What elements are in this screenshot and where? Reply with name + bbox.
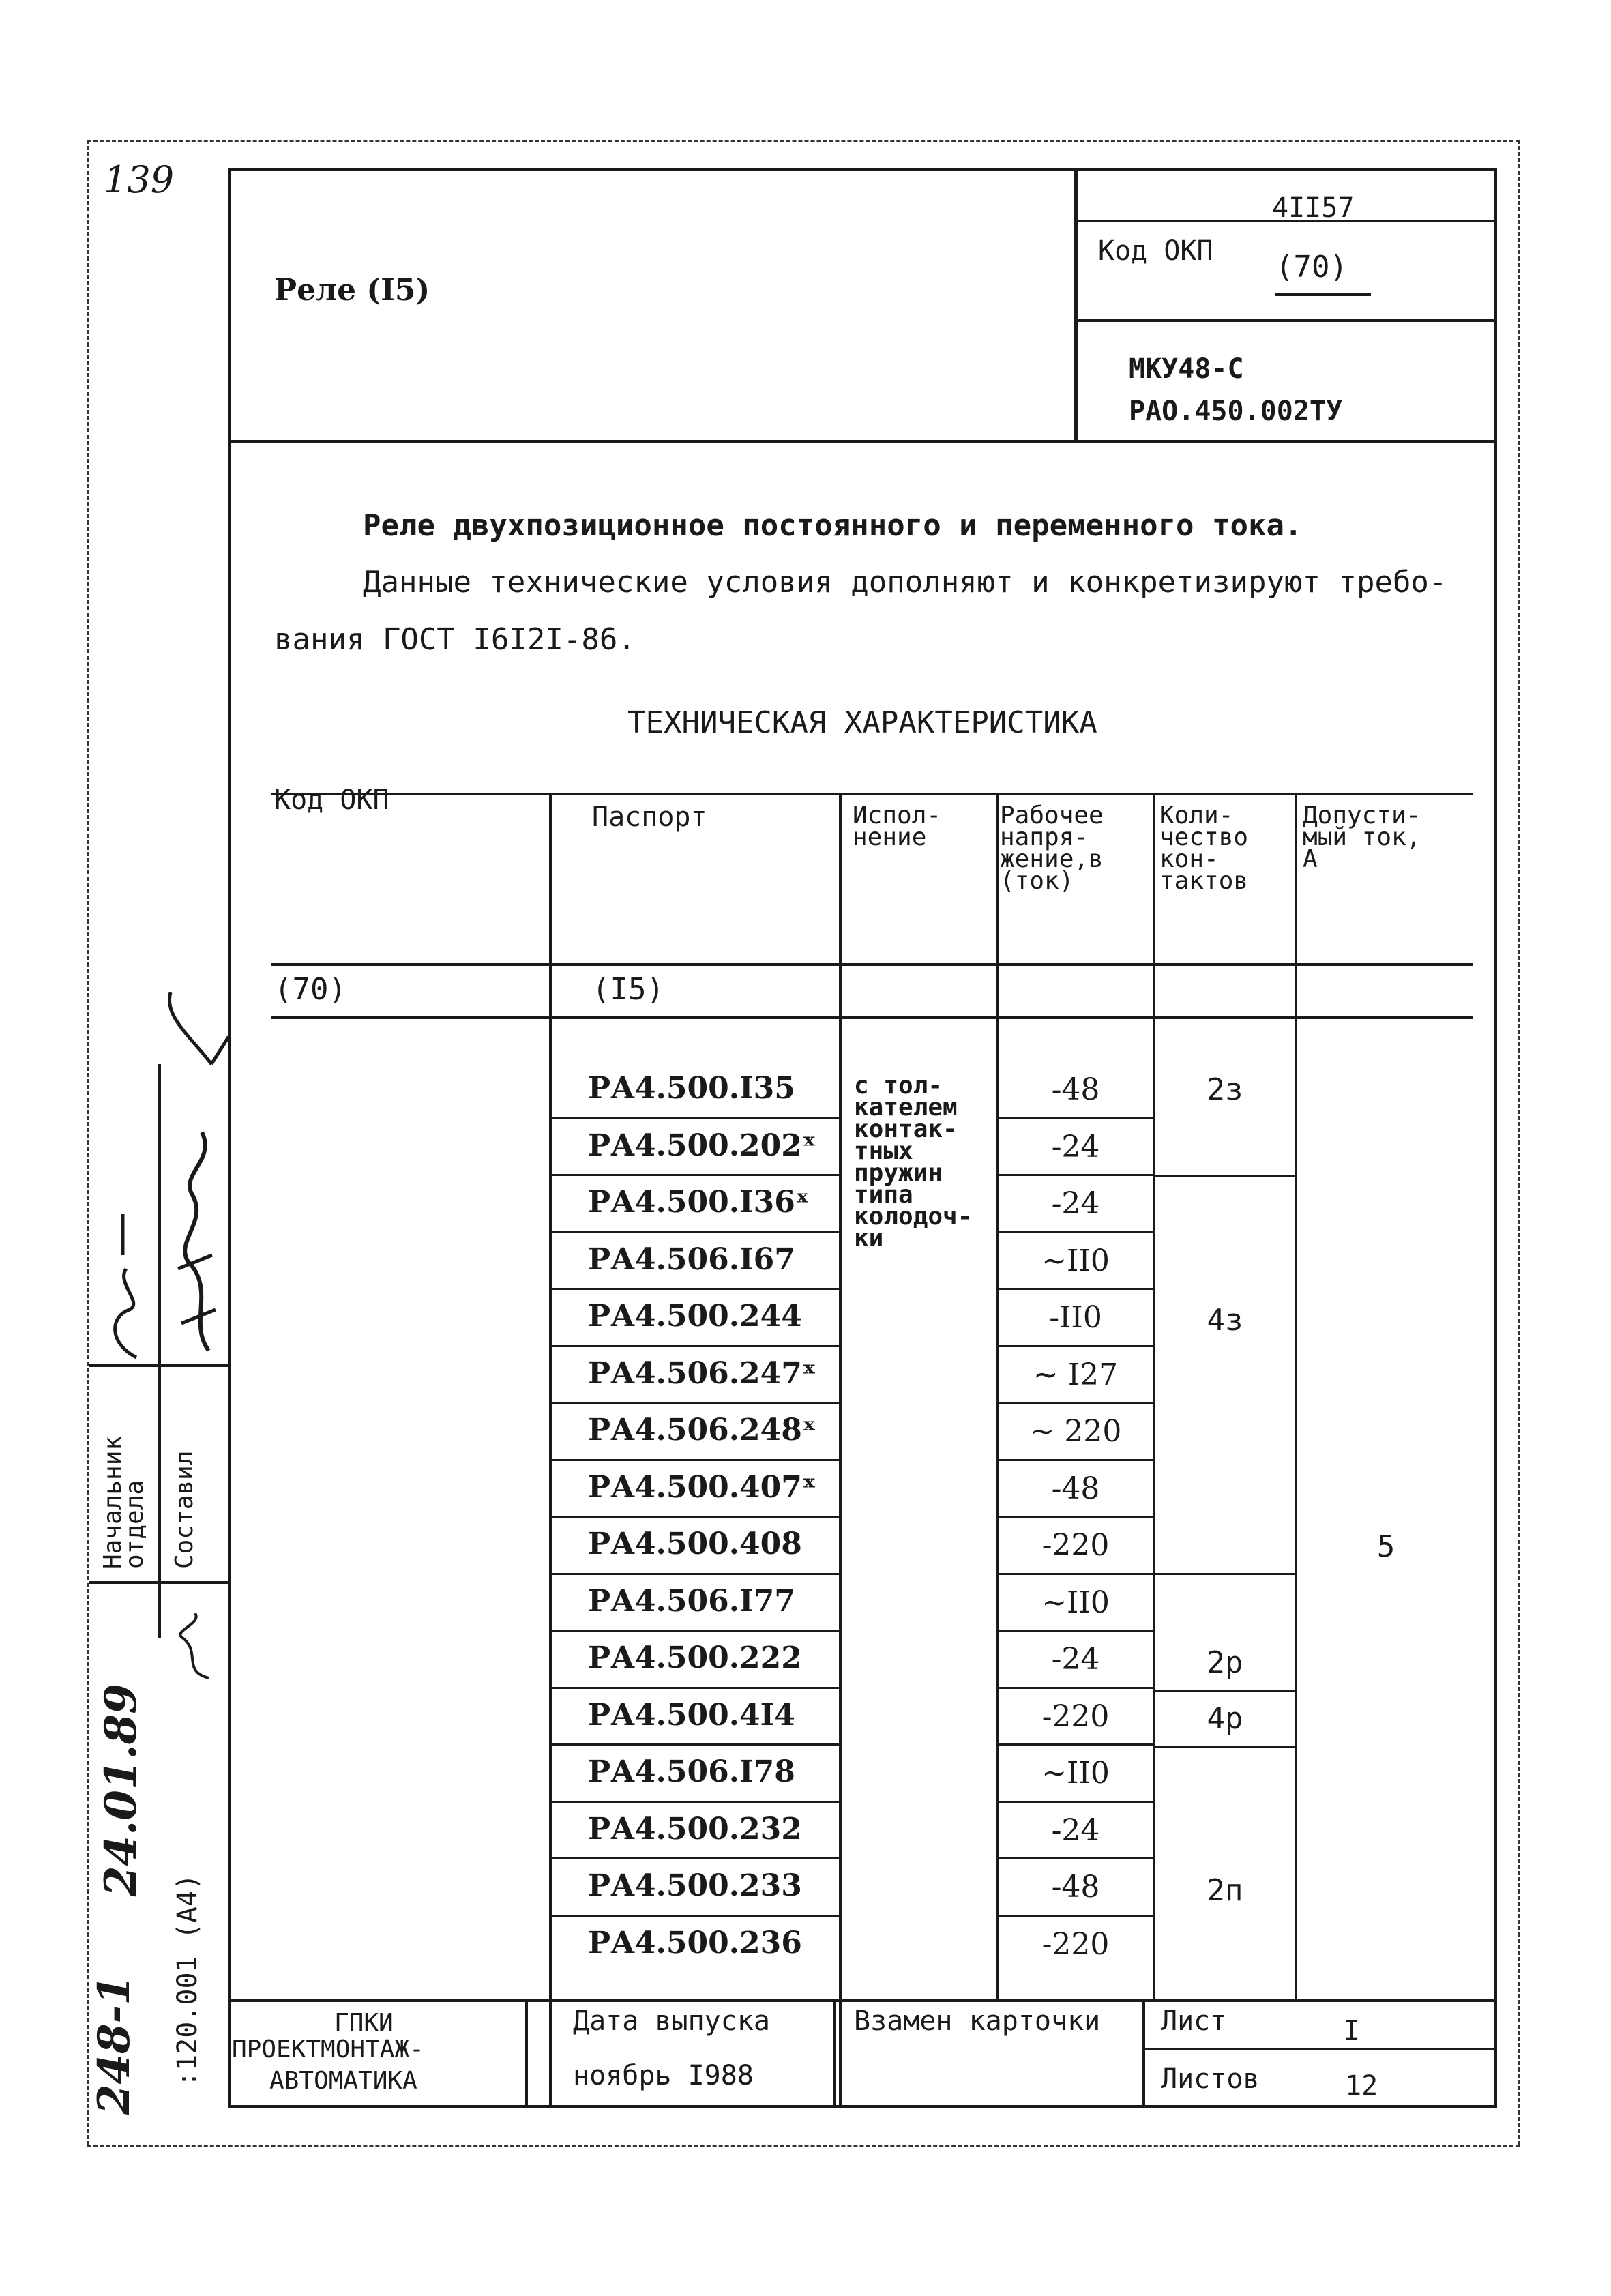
passport-cell: РА4.500.I35 [588, 1071, 795, 1106]
col-divider-5 [1295, 793, 1297, 2000]
voltage-cell: -24 [1051, 1813, 1100, 1848]
tu-code-2: РАО.450.002ТУ [1129, 396, 1343, 427]
org-line-2: ПРОЕКТМОНТАЖ- [232, 2035, 424, 2063]
voltage-cell: -24 [1051, 1130, 1100, 1164]
frame-right [1494, 168, 1497, 2108]
head-of-department-label: Начальник отдела [99, 1435, 149, 1569]
passport-cell: РА4.500.244 [588, 1299, 802, 1334]
passport-cell: РА4.500.232 [588, 1812, 802, 1846]
intro-line-2: Данные технические условия дополняют и конкретизируют требо- [363, 565, 1447, 600]
footer-sheet-line [1142, 2048, 1496, 2050]
row-separator [549, 1687, 842, 1689]
margin-check-mark [164, 989, 232, 1071]
passport-cell: РА4.500.4I4 [588, 1698, 795, 1733]
col-divider-2 [839, 793, 842, 2106]
voltage-cell: -24 [1051, 1186, 1100, 1221]
row-separator [549, 1915, 842, 1917]
col-divider-4 [1153, 793, 1155, 2000]
header-contacts: Коли- чество кон- тактов [1159, 801, 1249, 895]
row-separator [549, 1174, 842, 1176]
signature-bottom [168, 1610, 222, 1685]
voltage-cell: ~II0 [1041, 1243, 1110, 1278]
contacts-4z: 4з [1207, 1303, 1243, 1338]
contacts-sep-4 [1153, 1746, 1296, 1748]
voltage-cell: ~II0 [1041, 1756, 1110, 1791]
contacts-2p: 2п [1207, 1873, 1243, 1908]
code-row-okp: (70) [274, 972, 346, 1007]
voltage-cell: -48 [1051, 1870, 1100, 1904]
left-dashed-border [87, 140, 89, 2145]
header-code: Код ОКП [274, 784, 389, 816]
footer-divider-1 [525, 1999, 528, 2106]
voltage-cell: -220 [1041, 1927, 1110, 1962]
format-text: :120.001 (А4) [172, 1873, 203, 2087]
footer-top-line [228, 1999, 1496, 2002]
code-row-passport: (I5) [592, 972, 664, 1007]
row-separator-voltage [996, 1743, 1155, 1746]
header-voltage: Рабочее напря- жение,в (ток) [1000, 801, 1104, 895]
table-header-bottom-line [271, 963, 1473, 966]
sheet-label: Лист [1161, 2005, 1227, 2037]
right-dashed-border [1518, 140, 1520, 2145]
voltage-cell: -220 [1041, 1699, 1110, 1734]
page-number: 139 [104, 158, 175, 201]
sheets-value: 12 [1345, 2070, 1378, 2102]
card-number: 4II57 [1272, 192, 1355, 224]
header-passport: Паспорт [592, 801, 707, 833]
voltage-cell: ~ I27 [1033, 1357, 1119, 1392]
passport-cell: РА4.500.202ˣ [588, 1128, 816, 1163]
row-separator [549, 1402, 842, 1404]
contacts-sep-2 [1153, 1573, 1296, 1575]
org-line-3: АВТОМАТИКА [269, 2067, 417, 2095]
passport-cell: РА4.500.407ˣ [588, 1470, 816, 1505]
bottom-dashed-border [87, 2145, 1520, 2147]
row-separator [549, 1117, 842, 1119]
row-separator-voltage [996, 1516, 1155, 1518]
voltage-cell: -24 [1051, 1642, 1100, 1677]
sheet-value: I [1344, 2016, 1361, 2047]
row-separator-voltage [996, 1687, 1155, 1689]
intro-line-3: вания ГОСТ I6I2I-86. [274, 622, 636, 657]
contacts-4r: 4р [1207, 1701, 1243, 1736]
contacts-2r: 2р [1207, 1645, 1243, 1680]
okp-label: Код ОКП [1098, 235, 1213, 267]
tu-code-1: МКУ48-С [1129, 353, 1244, 385]
frame-top [228, 168, 1496, 171]
passport-cell: РА4.506.I67 [588, 1242, 795, 1277]
top-dashed-border [87, 140, 1520, 142]
okp-value: (70) [1275, 250, 1348, 284]
org-line-1: ГПКИ [334, 2009, 394, 2037]
voltage-cell: -48 [1051, 1072, 1100, 1107]
frame-bottom [228, 2105, 1496, 2108]
row-separator [549, 1345, 842, 1347]
header-bottom-line [228, 440, 1496, 443]
row-separator-voltage [996, 1402, 1155, 1404]
contacts-2z: 2з [1207, 1072, 1243, 1107]
release-value: ноябрь I988 [573, 2060, 754, 2091]
side-strip-divider-2 [158, 1584, 161, 1638]
passport-cell: РА4.500.222 [588, 1640, 802, 1675]
row-separator [549, 1516, 842, 1518]
handwritten-date: 24.01.89 [95, 1683, 147, 1896]
row-separator-voltage [996, 1231, 1155, 1233]
passport-cell: РА4.500.I36ˣ [588, 1185, 810, 1220]
signature-author [161, 1119, 226, 1364]
row-separator-voltage [996, 1288, 1155, 1290]
table-top-line [271, 793, 1473, 795]
header-execution: Испол- нение [853, 801, 942, 851]
voltage-cell: ~II0 [1041, 1585, 1110, 1620]
header-okp-line [1076, 319, 1494, 322]
row-separator [549, 1630, 842, 1632]
header-divider [1074, 168, 1078, 442]
intro-line-1: Реле двухпозиционное постоянного и переменного тока. [363, 508, 1303, 543]
replace-label: Взамен карточки [854, 2005, 1101, 2037]
row-separator [549, 1743, 842, 1746]
row-separator-voltage [996, 1174, 1155, 1176]
voltage-cell: ~ 220 [1029, 1414, 1122, 1449]
passport-cell: РА4.506.248ˣ [588, 1413, 816, 1447]
row-separator [549, 1857, 842, 1859]
handwritten-ref: 248-1 [89, 1975, 140, 2115]
passport-cell: РА4.500.233 [588, 1868, 802, 1903]
voltage-cell: -220 [1041, 1528, 1110, 1563]
release-label: Дата выпуска [573, 2005, 770, 2037]
relay-title: Реле (I5) [274, 273, 430, 308]
row-separator-voltage [996, 1630, 1155, 1632]
row-separator-voltage [996, 1857, 1155, 1859]
frame-left [228, 168, 231, 2108]
passport-cell: РА4.506.I77 [588, 1584, 795, 1619]
section-title: ТЕХНИЧЕСКАЯ ХАРАКТЕРИСТИКА [627, 705, 1097, 740]
passport-cell: РА4.506.I78 [588, 1754, 795, 1789]
row-separator-voltage [996, 1801, 1155, 1803]
table-code-row-line [271, 1016, 1473, 1019]
author-label: Составил [171, 1450, 198, 1569]
row-separator [549, 1288, 842, 1290]
col-divider-1 [549, 793, 552, 2106]
okp-underline [1275, 293, 1371, 296]
row-separator [549, 1573, 842, 1575]
row-separator [549, 1231, 842, 1233]
voltage-cell: -48 [1051, 1471, 1100, 1506]
row-separator-voltage [996, 1915, 1155, 1917]
passport-cell: РА4.500.408 [588, 1527, 802, 1561]
current-value: 5 [1376, 1529, 1395, 1564]
voltage-cell: -II0 [1049, 1300, 1102, 1335]
footer-divider-2 [833, 1999, 836, 2106]
row-separator-voltage [996, 1573, 1155, 1575]
row-separator-voltage [996, 1459, 1155, 1461]
header-current: Допусти- мый ток, А [1303, 801, 1421, 873]
passport-cell: РА4.506.247ˣ [588, 1356, 816, 1391]
row-separator-voltage [996, 1345, 1155, 1347]
sheets-label: Листов [1161, 2063, 1260, 2095]
footer-divider-3 [1142, 1999, 1145, 2106]
passport-cell: РА4.500.236 [588, 1926, 802, 1960]
row-separator [549, 1801, 842, 1803]
contacts-sep-1 [1153, 1175, 1296, 1177]
signature-head [95, 1214, 157, 1364]
contacts-sep-3 [1153, 1690, 1296, 1692]
execution-text: с тол- кателем контак- тных пружин типа колодоч- ки [854, 1072, 973, 1252]
row-separator-voltage [996, 1117, 1155, 1119]
row-separator [549, 1459, 842, 1461]
